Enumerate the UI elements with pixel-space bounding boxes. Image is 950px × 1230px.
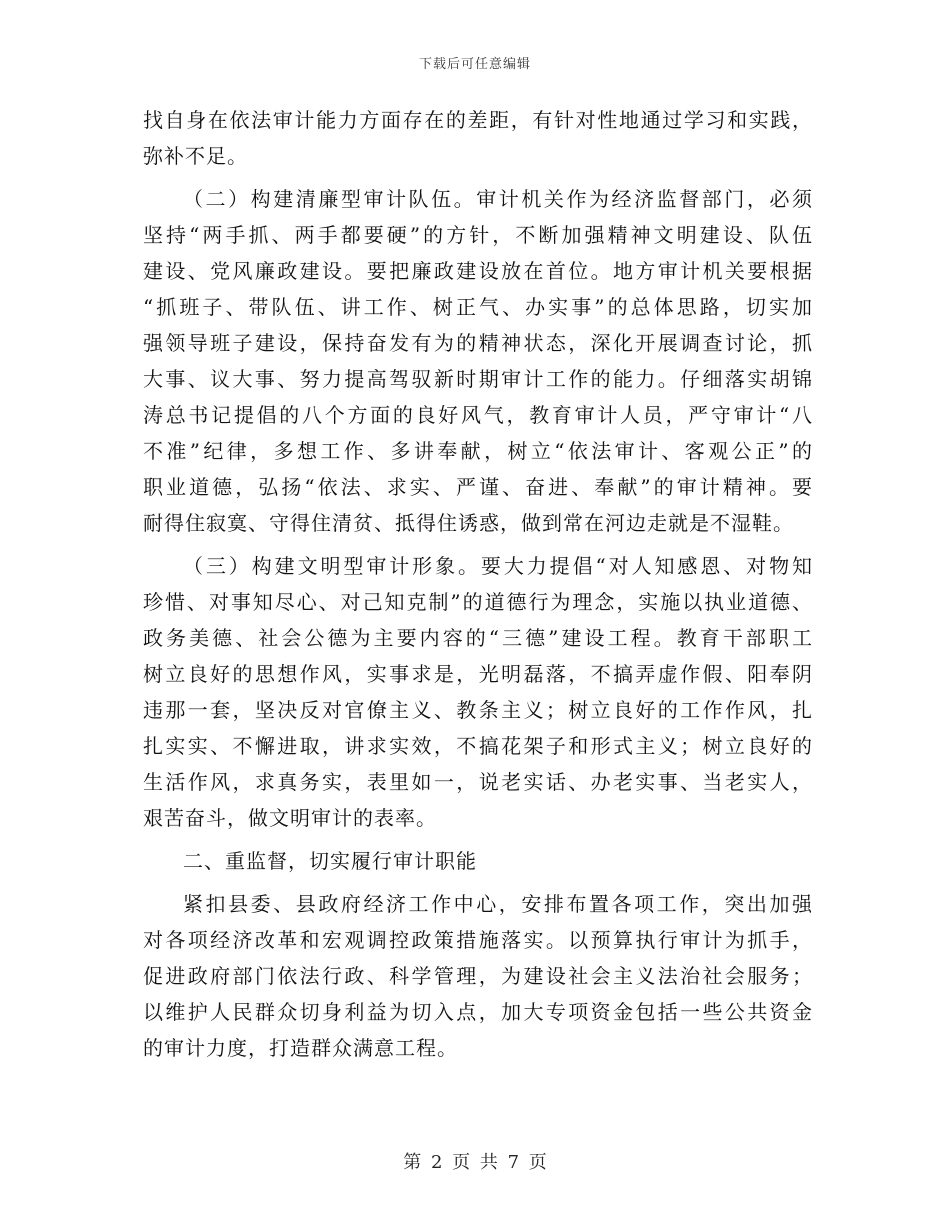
page-number-footer: 第 2 页 共 7 页	[403, 1152, 547, 1173]
text-line: 扎实实、不懈进取，讲求实效，不搞花架子和形式主义；树立良好的	[143, 734, 813, 758]
text-line: （二）构建清廉型审计队伍。审计机关作为经济监督部门，必须	[183, 187, 813, 211]
text-line: 找自身在依法审计能力方面存在的差距，有针对性地通过学习和实践，	[143, 108, 813, 132]
paragraph	[143, 843, 813, 879]
text-line: 对各项经济改革和宏观调控政策措施落实。以预算执行审计为抓手，	[143, 928, 813, 952]
text-line: 坚持“两手抓、两手都要硬”的方针，不断加强精神文明建设、队伍	[143, 223, 813, 247]
text-line: 的审计力度，打造群众满意工程。	[143, 1036, 458, 1060]
text-line: 珍惜、对事知尽心、对己知克制”的道德行为理念，实施以执业道德、	[143, 590, 813, 614]
text-line: 以维护人民群众切身利益为切入点，加大专项资金包括一些公共资金	[143, 1000, 813, 1024]
text-line: 生活作风，求真务实，表里如一，说老实话、办老实事、当老实人，	[143, 770, 813, 794]
paragraph	[143, 886, 813, 1066]
text-line: 树立良好的思想作风，实事求是，光明磊落，不搞弄虚作假、阳奉阴	[143, 662, 813, 686]
text-line: 促进政府部门依法行政、科学管理，为建设社会主义法治社会服务；	[143, 964, 813, 988]
paragraph	[143, 181, 813, 541]
text-line: 违那一套，坚决反对官僚主义、教条主义；树立良好的工作作风，扎	[143, 698, 813, 722]
text-line: 建设、党风廉政建设。要把廉政建设放在首位。地方审计机关要根据	[143, 259, 813, 283]
text-line: 大事、议大事、努力提高驾驭新时期审计工作的能力。仔细落实胡锦	[143, 367, 813, 391]
text-line: 职业道德，弘扬“依法、求实、严谨、奋进、奉献”的审计精神。要	[143, 475, 813, 499]
text-line: 涛总书记提倡的八个方面的良好风气，教育审计人员，严守审计“八	[143, 403, 813, 427]
page-header: 下载后可任意编辑	[418, 57, 531, 72]
text-line: 耐得住寂寞、守得住清贫、抵得住诱惑，做到常在河边走就是不湿鞋。	[143, 511, 794, 535]
text-line: 艰苦奋斗，做文明审计的表率。	[143, 806, 437, 830]
document-body	[143, 102, 813, 1066]
text-line: 二、重监督，切实履行审计职能	[183, 849, 477, 873]
text-line: 不准”纪律，多想工作、多讲奉献，树立“依法审计、客观公正”的	[143, 439, 813, 463]
text-line: 政务美德、社会公德为主要内容的“三德”建设工程。教育干部职工	[143, 626, 813, 650]
text-line: 紧扣县委、县政府经济工作中心，安排布置各项工作，突出加强	[183, 892, 813, 916]
text-line: 弥补不足。	[143, 144, 248, 168]
paragraph	[143, 102, 813, 174]
text-line: “抓班子、带队伍、讲工作、树正气、办实事”的总体思路，切实加	[143, 295, 813, 319]
text-line: （三）构建文明型审计形象。要大力提倡“对人知感恩、对物知	[183, 554, 813, 578]
text-line: 强领导班子建设，保持奋发有为的精神状态，深化开展调查讨论，抓	[143, 331, 813, 355]
paragraph	[143, 548, 813, 836]
